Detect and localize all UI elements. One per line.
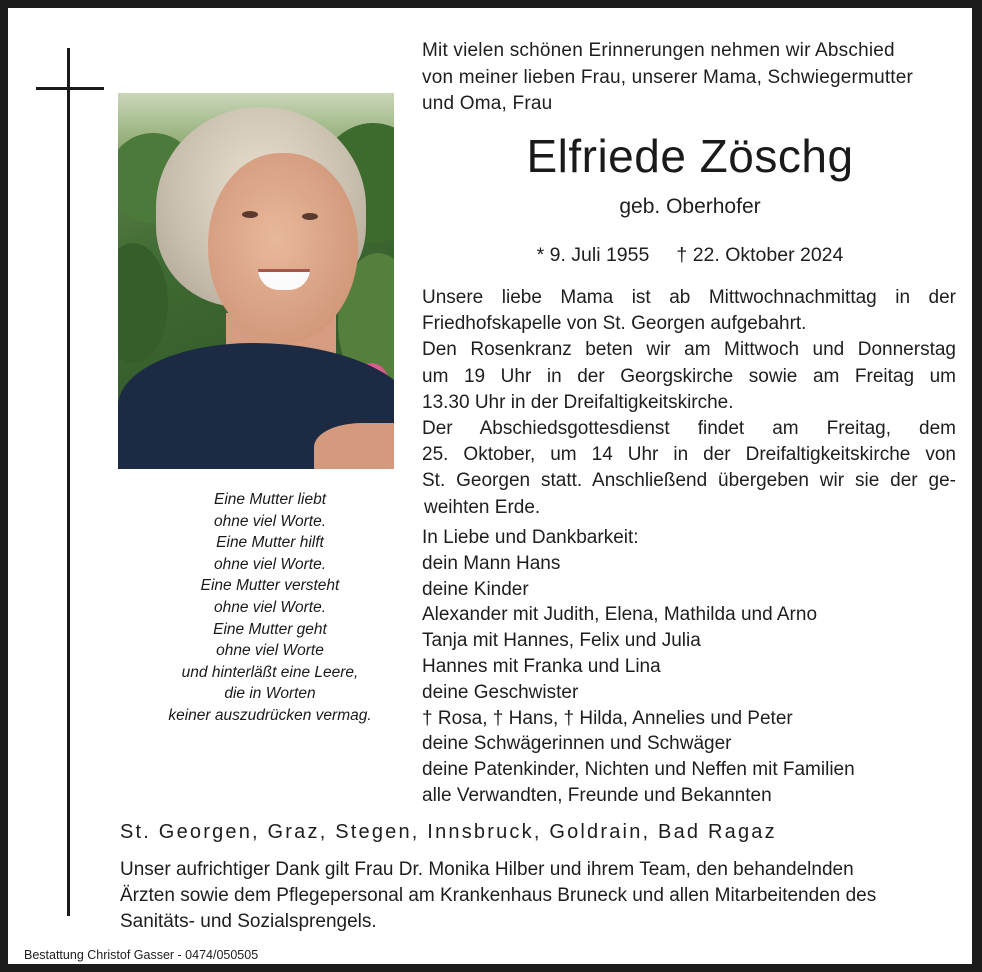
details-line: um 19 Uhr in der Georgskirche sowie am Freitag um	[422, 365, 956, 387]
intro-line: und Oma, Frau	[422, 93, 553, 114]
family-line: alle Verwandten, Freunde und Bekannten	[422, 784, 772, 806]
ceremony-details	[422, 285, 956, 521]
portrait-photo	[118, 93, 394, 469]
poem-line: ohne viel Worte.	[214, 555, 326, 573]
family-line: † Rosa, † Hans, † Hilda, Annelies und Peter	[422, 707, 793, 729]
family-line: deine Schwägerinnen und Schwäger	[422, 733, 732, 755]
poem-line: die in Worten	[224, 685, 316, 703]
thanks-text	[120, 857, 956, 935]
family-line: In Liebe und Dankbarkeit:	[422, 527, 639, 548]
intro-line: von meiner lieben Frau, unserer Mama, Schwiegermutter	[422, 66, 914, 88]
cross-icon	[67, 48, 70, 916]
poem-line: Eine Mutter versteht	[200, 577, 340, 595]
family-line: dein Mann Hans	[422, 552, 561, 574]
intro-text	[422, 38, 962, 118]
details-line: Friedhofskapelle von St. Georgen aufgebahrt.	[422, 313, 807, 335]
details-line: weihten Erde.	[424, 496, 541, 518]
details-line: 13.30 Uhr in der Dreifaltigkeitskirche.	[422, 391, 734, 413]
funeral-home: Bestattung Christof Gasser - 0474/050505	[24, 948, 259, 962]
family-line: Alexander mit Judith, Elena, Mathilda und Arno	[422, 604, 818, 626]
details-line: Unsere liebe Mama ist ab Mittwochnachmittag in der	[422, 287, 956, 308]
family-line: deine Kinder	[422, 578, 529, 600]
poem-line: ohne viel Worte.	[214, 598, 326, 616]
poem-line: Eine Mutter geht	[213, 620, 327, 638]
poem-line: ohne viel Worte	[216, 642, 324, 660]
intro-line: Mit vielen schönen Erinnerungen nehmen wir Abschied	[422, 40, 895, 61]
poem-line: Eine Mutter liebt	[214, 491, 326, 508]
places-line: St. Georgen, Graz, Stegen, Innsbruck, Goldrain, Bad Ragaz	[120, 821, 777, 843]
details-line: Den Rosenkranz beten wir am Mittwoch und Donnerstag	[422, 339, 956, 361]
thanks-line: Sanitäts- und Sozialsprengels.	[120, 911, 377, 932]
family-line: Tanja mit Hannes, Felix und Julia	[422, 630, 701, 652]
poem-line: keiner auszudrücken vermag.	[168, 706, 372, 724]
cross-icon-bar	[36, 87, 104, 90]
family-line: deine Geschwister	[422, 681, 579, 703]
life-dates: * 9. Juli 1955 † 22. Oktober 2024	[536, 244, 844, 266]
thanks-line: Unser aufrichtiger Dank gilt Frau Dr. Monika Hilber und ihrem Team, den behandelnden	[120, 859, 854, 880]
poem-line: und hinterläßt eine Leere,	[181, 663, 359, 681]
details-line: St. Georgen statt. Anschließend übergeben wir sie der ge-	[422, 470, 956, 492]
poem-line: Eine Mutter hilft	[216, 534, 324, 552]
poem	[120, 489, 420, 727]
details-line: 25. Oktober, um 14 Uhr in der Dreifaltigkeitskirche von	[422, 444, 956, 466]
family-list	[422, 525, 962, 809]
poem-line: ohne viel Worte.	[214, 512, 326, 530]
thanks-line: Ärzten sowie dem Pflegepersonal am Krankenhaus Bruneck und allen Mitarbeitenden des	[120, 885, 877, 906]
obituary-card	[8, 8, 972, 964]
birth-name: geb. Oberhofer	[619, 195, 761, 218]
deceased-name: Elfriede Zöschg	[526, 130, 854, 182]
family-line: Hannes mit Franka und Lina	[422, 655, 661, 677]
details-line: Der Abschiedsgottesdienst findet am Freitag, dem	[422, 418, 956, 440]
family-line: deine Patenkinder, Nichten und Neffen mit Familien	[422, 759, 855, 781]
